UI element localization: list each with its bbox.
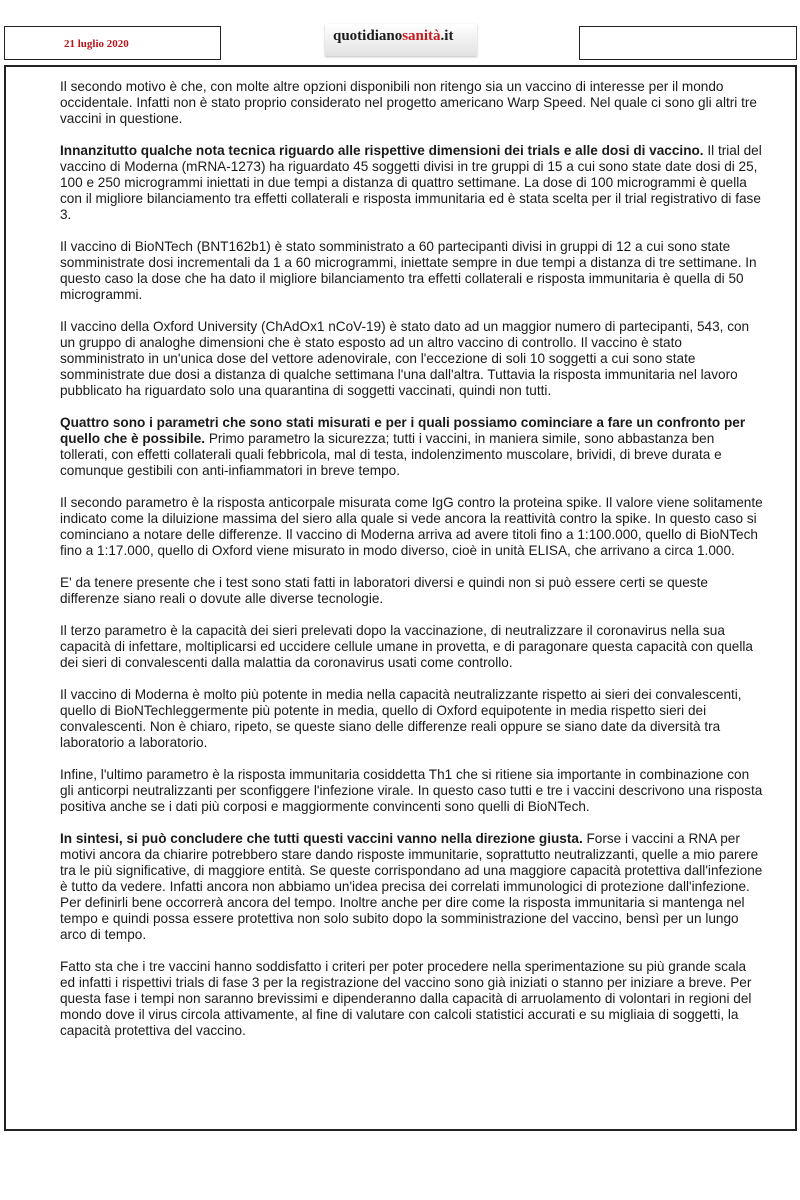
paragraph-text: Infine, l'ultimo parametro è la risposta immunitaria cosiddetta Th1 che si ritiene sia importante in combinazione con gli anticorpi neutralizzanti per sconfiggere l'infezione virale. In questo caso tutti e tre i vaccini descrivono una risposta positiva anche se i dati più corposi e maggiormente convincenti sono quelli di BioNTech. (60, 767, 763, 814)
logo-part-quotidiano: quotidiano (333, 28, 403, 44)
article-paragraph (60, 239, 764, 303)
article-paragraph (60, 415, 764, 479)
article-paragraph (60, 687, 764, 751)
paragraph-text: Fatto sta che i tre vaccini hanno soddisfatto i criteri per poter procedere nella sperimentazione su più grande scala ed infatti i rispettivi trials di fase 3 per la registrazione del vaccino sono già iniziati o stanno per iniziare a breve. Per questa fase i tempi non saranno brevissimi e dipenderanno dalla capacità di arruolamento di volontari in regioni del mondo dove il virus circola attivamente, al fine di valutare con calcoli statistici accurati e su migliaia di soggetti, la capacità protettiva del vaccino. (60, 959, 752, 1038)
paragraph-text: Primo parametro la sicurezza; tutti i vaccini, in maniera simile, sono abbastanza ben tollerati, con effetti collaterali quali febbricola, mal di testa, indolenzimento muscolare, brividi, di breve durata e comunque gestibili con anti-infiammatori in breve tempo. (60, 431, 722, 478)
article-paragraph (60, 831, 764, 943)
article-paragraph (60, 959, 764, 1039)
publication-date: 21 luglio 2020 (64, 38, 129, 50)
paragraph-lead: In sintesi, si può concludere che tutti questi vaccini vanno nella direzione giusta. (60, 831, 583, 846)
logo-part-domain: .it (440, 28, 454, 44)
paragraph-text: Il secondo motivo è che, con molte altre opzioni disponibili non ritengo sia un vaccino di interesse per il mondo occidentale. Infatti non è stato proprio considerato nel progetto americano Warp Speed. Nel quale ci sono gli altri tre vaccini in questione. (60, 79, 757, 126)
article-paragraph (60, 623, 764, 671)
paragraph-text: Il secondo parametro è la risposta anticorpale misurata come IgG contro la proteina spike. Il valore viene solitamente indicato come la diluizione massima del siero alla quale si vede ancora la reattività contro la spike. In questo caso si cominciano a notare delle differenze. Il vaccino di Moderna arriva ad avere titoli fino a 1:100.000, quello di BioNTech fino a 1:17.000, quello di Oxford viene misurato in modo diverso, cioè in unità ELISA, che arrivano a circa 1.000. (60, 495, 763, 558)
article-body (60, 79, 764, 1055)
paragraph-text: Il terzo parametro è la capacità dei sieri prelevati dopo la vaccinazione, di neutralizzare il coronavirus nella sua capacità di infettare, moltiplicarsi ed uccidere cellule umane in provetta, e di paragonare questa capacità con quella dei sieri di convalescenti dalla malattia da coronavirus usati come controllo. (60, 623, 753, 670)
paragraph-lead: Innanzitutto qualche nota tecnica riguardo alle rispettive dimensioni dei trials e alle dosi di vaccino. (60, 143, 704, 158)
article-paragraph (60, 495, 764, 559)
header-right-box (579, 26, 797, 60)
logo-part-sanita: sanità (402, 28, 441, 44)
article-paragraph (60, 575, 764, 607)
paragraph-text: Il vaccino di Moderna è molto più potente in media nella capacità neutralizzante rispetto ai sieri dei convalescenti, quello di BioNTechleggermente più potente in media, quello di Oxford equipotente in media rispetto sieri dei convalescenti. Non è chiaro, ripeto, se queste siano delle differenze reali oppure se siano date da diversità tra laboratorio a laboratorio. (60, 687, 742, 750)
site-logo[interactable] (325, 24, 477, 56)
article-paragraph (60, 79, 764, 127)
article-paragraph (60, 767, 764, 815)
article-paragraph (60, 143, 764, 223)
article-paragraph (60, 319, 764, 399)
site-logo-text (333, 28, 453, 45)
paragraph-text: Il trial del vaccino di Moderna (mRNA-1273) ha riguardato 45 soggetti divisi in tre gruppi di 15 a cui sono state date dosi di 25, 100 e 250 microgrammi iniettati in due tempi a distanza di quattro settimane. La dose di 100 microgrammi è quella con il migliore bilanciamento tra effetti collaterali e risposta immunitaria ed è stata scelta per il trial registrativo di fase 3. (60, 143, 762, 222)
paragraph-lead: Quattro sono i parametri che sono stati misurati e per i quali possiamo cominciare a fare un confronto per quello che è possibile. (60, 415, 746, 446)
paragraph-text: Forse i vaccini a RNA per motivi ancora da chiarire potrebbero stare dando risposte immunitarie, soprattutto neutralizzanti, quelle a mio parere tra le più significative, di maggiore entità. Se queste corrispondano ad una maggiore capacità protettiva dall'infezione è tutto da vedere. Infatti ancora non abbiamo un'idea precisa dei correlati immunologici di protezione dall'infezione. Per definirli bene occorrerà ancora del tempo. Inoltre anche per dire come la risposta immunitaria si mantenga nel tempo e quindi possa essere protettiva non solo subito dopo la somministrazione del vaccino, bensì per un lungo arco di tempo. (60, 831, 763, 942)
paragraph-text: Il vaccino della Oxford University (ChAdOx1 nCoV-19) è stato dato ad un maggior numero di partecipanti, 543, con un gruppo di analoghe dimensioni che è stato esposto ad un altro vaccino di controllo. Il vaccino è stato somministrato in un'unica dose del vettore adenovirale, con l'eccezione di soli 10 soggetti a cui sono state somministrate due dosi a distanza di qualche settimana l'una dall'altra. Tuttavia la risposta immunitaria nel lavoro pubblicato ha riguardato solo una quarantina di soggetti vaccinati, quindi non tutti. (60, 319, 750, 398)
paragraph-text: E' da tenere presente che i test sono stati fatti in laboratori diversi e quindi non si può essere certi se queste differenze siano reali o dovute alle diverse tecnologie. (60, 575, 708, 606)
paragraph-text: Il vaccino di BioNTech (BNT162b1) è stato somministrato a 60 partecipanti divisi in gruppi di 12 a cui sono state somministrate dosi incrementali da 1 a 60 microgrammi, iniettate sempre in due tempi a distanza di tre settimane. In questo caso la dose che ha dato il migliore bilanciamento tra effetti collaterali e risposta immunitaria è quella di 50 microgrammi. (60, 239, 757, 302)
